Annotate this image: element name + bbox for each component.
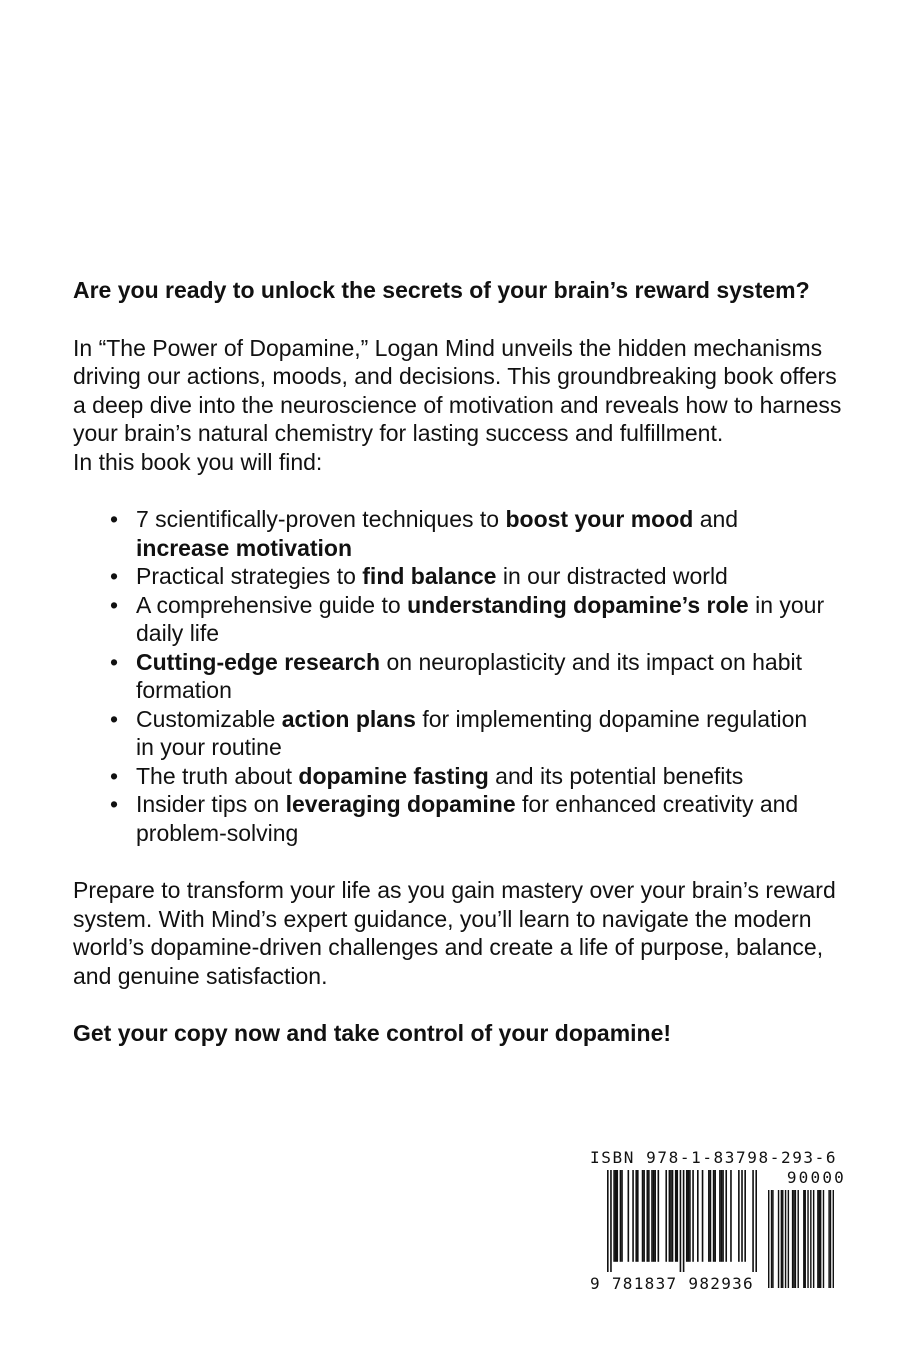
bullet-icon: •	[110, 705, 119, 732]
barcode-bar	[637, 1170, 639, 1262]
isbn-label: ISBN 978-1-83798-293-6	[590, 1148, 838, 1167]
barcode-bar	[683, 1170, 685, 1272]
barcode-bar	[792, 1190, 793, 1288]
intro-lead: In this book you will find:	[73, 448, 323, 475]
barcode-bar	[702, 1170, 704, 1262]
barcode-bar	[675, 1170, 677, 1262]
barcode-bar	[833, 1190, 834, 1288]
barcode-bar	[708, 1170, 710, 1262]
barcode-bar	[628, 1170, 630, 1262]
barcode-bar	[778, 1190, 779, 1288]
barcode-bar	[785, 1190, 786, 1288]
barcode-bar	[807, 1190, 808, 1288]
list-item: • Insider tips on leveraging dopamine for enhanced creativity and problem-solving	[110, 791, 799, 846]
call-to-action: Get your copy now and take control of your dopamine!	[73, 1020, 672, 1046]
barcode-bar	[658, 1170, 660, 1262]
barcode-bar	[692, 1170, 694, 1262]
barcode-bar	[680, 1170, 682, 1272]
barcode-bar	[616, 1170, 618, 1262]
barcode-bar	[672, 1170, 674, 1262]
barcode-bar	[670, 1170, 672, 1262]
barcode-bar	[772, 1190, 773, 1288]
barcode-bar	[689, 1170, 691, 1262]
barcode-bar	[788, 1190, 789, 1288]
barcode-bar	[752, 1170, 754, 1272]
barcode-bar	[654, 1170, 656, 1262]
closing-paragraph: Prepare to transform your life as you gain mastery over your brain’s reward system. With Mind’s expert guidance, you’ll learn to navigate the modern world’s dopamine-driven challenges and create a life of purpose, balance, and genuine satisfaction.	[73, 877, 836, 989]
bullet-icon: •	[110, 791, 119, 817]
bullet-icon: •	[110, 506, 119, 532]
barcode-bar	[642, 1170, 644, 1262]
barcode-bar	[721, 1170, 723, 1262]
barcode-bar	[646, 1170, 648, 1262]
barcode-bar	[719, 1170, 721, 1262]
barcode-bar	[781, 1190, 782, 1288]
barcode-bar	[669, 1170, 671, 1262]
barcode-bar	[615, 1170, 617, 1262]
barcode-bar	[621, 1170, 623, 1262]
barcode-bar	[744, 1170, 746, 1262]
barcode-bar	[730, 1170, 732, 1262]
barcode-bar	[771, 1190, 772, 1288]
price-code: 90000	[786, 1168, 846, 1187]
list-item: • 7 scientifically-proven techniques to boost your mood and increase motivation	[110, 506, 739, 561]
barcode-bar	[823, 1190, 824, 1288]
barcode-bar	[710, 1170, 712, 1262]
list-item: • Practical strategies to find balance in our distracted world	[110, 563, 728, 589]
isbn-barcode	[590, 1148, 848, 1296]
barcode-bar	[803, 1190, 804, 1288]
barcode-bar	[635, 1170, 637, 1262]
list-item: • The truth about dopamine fasting and its potential benefits	[110, 762, 744, 789]
barcode-bar	[632, 1170, 634, 1262]
barcode-bar	[741, 1170, 743, 1262]
barcode-bar	[648, 1170, 650, 1262]
bullet-icon: •	[110, 591, 119, 618]
bullet-icon: •	[110, 762, 119, 789]
barcode-bar	[610, 1170, 612, 1272]
barcode-bar	[820, 1190, 821, 1288]
barcode-bar	[738, 1170, 740, 1262]
barcode-bar	[653, 1170, 655, 1262]
barcode-bar	[755, 1170, 757, 1272]
barcode-bar	[810, 1190, 811, 1288]
barcode-bar	[676, 1170, 678, 1262]
barcode-bar	[713, 1170, 715, 1262]
intro-paragraph: In “The Power of Dopamine,” Logan Mind unveils the hidden mechanisms driving our actions, moods, and decisions. This groundbreaking book offers a deep dive into the neuroscience of motivation and reveals how to harness your brain’s natural chemistry for lasting success and fulfillment.	[73, 334, 842, 446]
bullet-icon: •	[110, 648, 119, 675]
list-item: • A comprehensive guide to understanding dopamine’s role in your daily life	[110, 591, 825, 646]
barcode-bar	[725, 1170, 727, 1262]
barcode-bar	[830, 1190, 831, 1288]
barcode-bar	[607, 1170, 609, 1272]
barcode-bar	[688, 1170, 690, 1262]
barcode-bar	[813, 1190, 814, 1288]
list-item: • Cutting-edge research on neuroplasticity and its impact on habit formation	[110, 648, 803, 703]
headline: Are you ready to unlock the secrets of your brain’s reward system?	[73, 277, 810, 303]
ean13-bars	[607, 1170, 757, 1272]
addon-bars	[768, 1190, 834, 1288]
barcode-bar	[828, 1190, 829, 1288]
barcode-bar	[793, 1190, 794, 1288]
barcode-bar	[817, 1190, 818, 1288]
barcode-bar	[805, 1190, 806, 1288]
blurb	[73, 276, 843, 1048]
barcode-bar	[613, 1170, 615, 1262]
barcode-bar	[651, 1170, 653, 1262]
barcode-bar	[643, 1170, 645, 1262]
barcode-bar	[819, 1190, 820, 1288]
barcode-bar	[782, 1190, 783, 1288]
barcode-bar	[795, 1190, 796, 1288]
barcode-bar	[620, 1170, 622, 1262]
barcode-bar	[697, 1170, 699, 1262]
barcode-bar	[797, 1190, 798, 1288]
barcode-bar	[665, 1170, 667, 1262]
bullet-icon: •	[110, 563, 119, 589]
barcode-bar	[722, 1170, 724, 1262]
feature-list	[73, 505, 843, 847]
list-item: • Customizable action plans for implementing dopamine regulation in your routine	[110, 705, 808, 760]
barcode-digits: 9 781837 982936	[590, 1274, 754, 1293]
barcode-bar	[686, 1170, 688, 1262]
barcode-bar	[768, 1190, 769, 1288]
barcode-bar	[714, 1170, 716, 1262]
